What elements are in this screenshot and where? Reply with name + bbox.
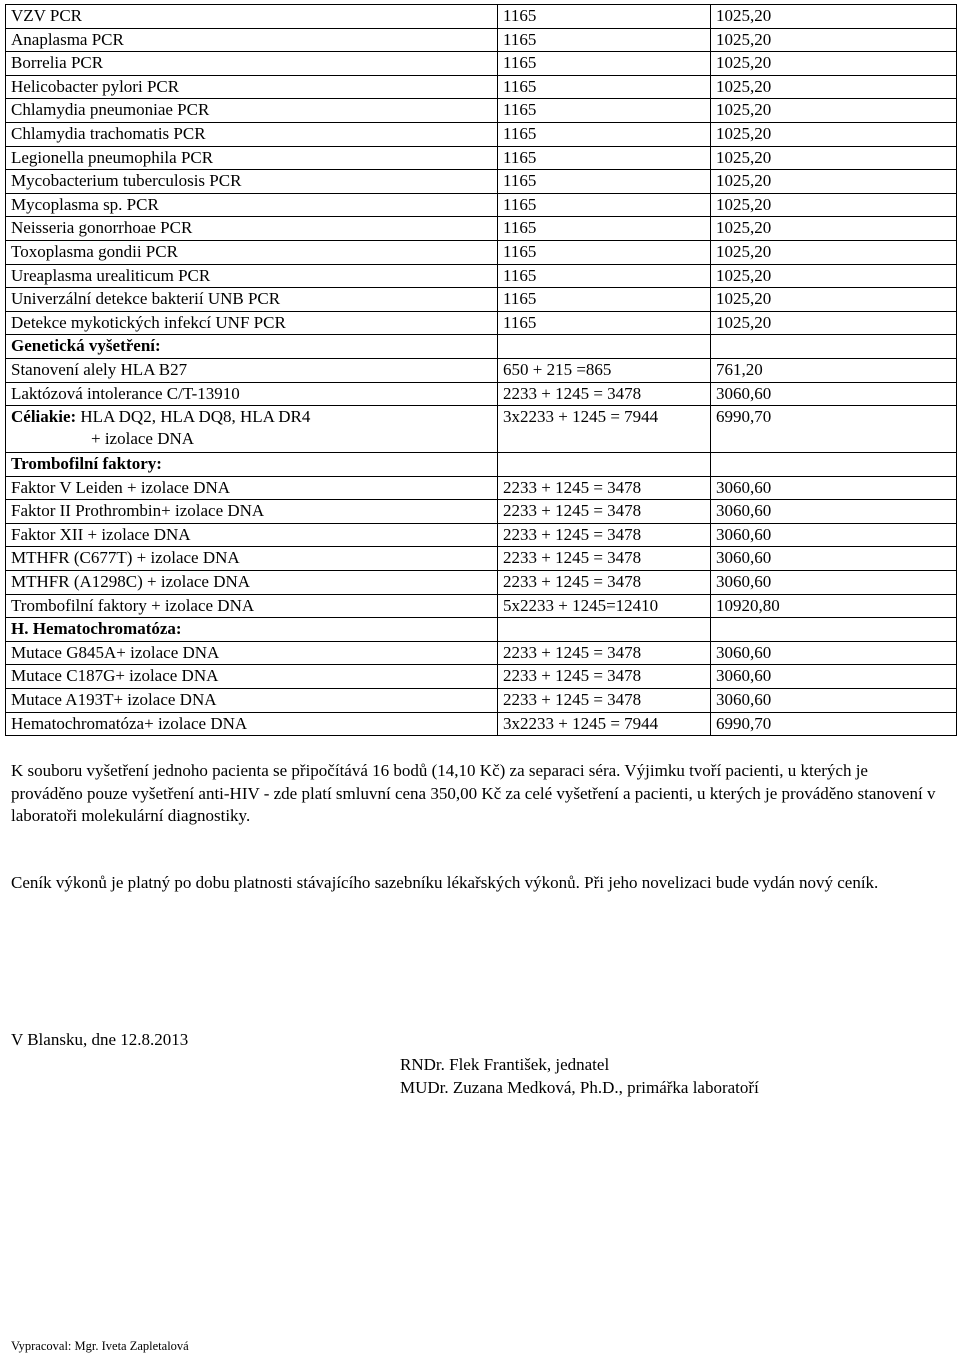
test-name-cell: VZV PCR <box>6 5 498 29</box>
section-title-cell: H. Hematochromatóza: <box>6 618 498 642</box>
price-cell: 3060,60 <box>711 523 957 547</box>
table-row <box>6 547 957 571</box>
test-name-cell: Neisseria gonorrhoae PCR <box>6 217 498 241</box>
points-cell: 2233 + 1245 = 3478 <box>498 571 711 595</box>
table-row <box>6 689 957 713</box>
points-cell: 3x2233 + 1245 = 7944 <box>498 712 711 736</box>
test-name-cell: Detekce mykotických infekcí UNF PCR <box>6 311 498 335</box>
price-cell: 1025,20 <box>711 146 957 170</box>
points-cell: 1165 <box>498 5 711 29</box>
price-cell: 3060,60 <box>711 476 957 500</box>
test-name-cell: Univerzální detekce bakterií UNB PCR <box>6 288 498 312</box>
price-cell: 1025,20 <box>711 122 957 146</box>
price-cell: 1025,20 <box>711 217 957 241</box>
section-header-row <box>6 618 957 642</box>
test-name-cell: MTHFR (C677T) + izolace DNA <box>6 547 498 571</box>
test-name-cell: Mycobacterium tuberculosis PCR <box>6 170 498 194</box>
test-name-cell: Laktózová intolerance C/T-13910 <box>6 382 498 406</box>
table-row <box>6 28 957 52</box>
price-cell: 6990,70 <box>711 406 957 453</box>
table-row <box>6 571 957 595</box>
section-title-cell: Genetická vyšetření: <box>6 335 498 359</box>
signatures-block <box>400 1053 759 1099</box>
table-row <box>6 75 957 99</box>
points-cell <box>498 618 711 642</box>
serum-separation-note: K souboru vyšetření jednoho pacienta se připočítává 16 bodů (14,10 Kč) za separaci séra. Výjimku tvoří pacienti, u kterých je prováděno pouze vyšetření anti-HIV - zde platí smluvní cena 350,00 Kč za celé vyšetření a pacienti, u kterých je prováděno stanovení v laboratoři molekulární diagnostiky. <box>11 761 936 825</box>
points-cell: 2233 + 1245 = 3478 <box>498 665 711 689</box>
table-row <box>6 594 957 618</box>
price-table-body <box>6 5 957 736</box>
table-row <box>6 382 957 406</box>
price-cell: 3060,60 <box>711 382 957 406</box>
price-cell: 10920,80 <box>711 594 957 618</box>
price-cell: 1025,20 <box>711 28 957 52</box>
price-cell: 1025,20 <box>711 288 957 312</box>
points-cell: 2233 + 1245 = 3478 <box>498 689 711 713</box>
prepared-by-footer: Vypracoval: Mgr. Iveta Zapletalová <box>11 1339 189 1353</box>
price-cell: 3060,60 <box>711 641 957 665</box>
points-cell: 2233 + 1245 = 3478 <box>498 641 711 665</box>
table-row <box>6 641 957 665</box>
test-name-cell: Mutace G845A+ izolace DNA <box>6 641 498 665</box>
test-name-cell: Hematochromatóza+ izolace DNA <box>6 712 498 736</box>
points-cell: 1165 <box>498 264 711 288</box>
table-row <box>6 52 957 76</box>
price-cell: 3060,60 <box>711 665 957 689</box>
price-cell: 1025,20 <box>711 99 957 123</box>
test-name-cell: Chlamydia trachomatis PCR <box>6 122 498 146</box>
points-cell: 1165 <box>498 99 711 123</box>
price-table <box>5 4 957 736</box>
price-cell: 1025,20 <box>711 193 957 217</box>
table-row <box>6 170 957 194</box>
points-cell: 2233 + 1245 = 3478 <box>498 500 711 524</box>
table-row <box>6 146 957 170</box>
table-row <box>6 712 957 736</box>
points-cell: 1165 <box>498 240 711 264</box>
section-header-row <box>6 453 957 477</box>
table-row <box>6 5 957 29</box>
points-cell: 1165 <box>498 288 711 312</box>
table-row <box>6 240 957 264</box>
points-cell: 2233 + 1245 = 3478 <box>498 382 711 406</box>
test-name-cell: Stanovení alely HLA B27 <box>6 358 498 382</box>
test-name-cell: Mutace A193T+ izolace DNA <box>6 689 498 713</box>
points-cell: 2233 + 1245 = 3478 <box>498 523 711 547</box>
price-cell: 6990,70 <box>711 712 957 736</box>
price-cell: 3060,60 <box>711 689 957 713</box>
points-cell: 1165 <box>498 122 711 146</box>
test-name-cell: Faktor V Leiden + izolace DNA <box>6 476 498 500</box>
points-cell: 1165 <box>498 28 711 52</box>
test-name-cell: Faktor XII + izolace DNA <box>6 523 498 547</box>
price-cell <box>711 453 957 477</box>
price-cell: 1025,20 <box>711 311 957 335</box>
price-cell: 1025,20 <box>711 170 957 194</box>
price-cell: 1025,20 <box>711 264 957 288</box>
test-name-cell: Borrelia PCR <box>6 52 498 76</box>
test-group-label: Céliakie: <box>11 407 77 427</box>
table-row <box>6 406 957 453</box>
test-name-text: HLA DQ2, HLA DQ8, HLA DR4 <box>76 407 311 427</box>
test-name-cell: Legionella pneumophila PCR <box>6 146 498 170</box>
points-cell: 2233 + 1245 = 3478 <box>498 476 711 500</box>
test-name-cell: Faktor II Prothrombin+ izolace DNA <box>6 500 498 524</box>
test-name-cell: Chlamydia pneumoniae PCR <box>6 99 498 123</box>
table-row <box>6 476 957 500</box>
signature-head-of-lab: MUDr. Zuzana Medková, Ph.D., primářka laboratoří <box>400 1078 759 1097</box>
table-row <box>6 288 957 312</box>
points-cell <box>498 335 711 359</box>
price-list-validity-note: Ceník výkonů je platný po dobu platnosti stávajícího sazebníku lékařských výkonů. Při jeho novelizaci bude vydán nový ceník. <box>11 873 879 892</box>
points-cell: 3x2233 + 1245 = 7944 <box>498 406 711 453</box>
table-row <box>6 217 957 241</box>
table-row <box>6 311 957 335</box>
points-cell: 1165 <box>498 311 711 335</box>
test-name-cell: Ureaplasma urealiticum PCR <box>6 264 498 288</box>
table-row <box>6 665 957 689</box>
price-cell: 3060,60 <box>711 547 957 571</box>
table-row <box>6 193 957 217</box>
price-cell: 1025,20 <box>711 75 957 99</box>
table-row <box>6 122 957 146</box>
table-row <box>6 99 957 123</box>
points-cell: 1165 <box>498 170 711 194</box>
points-cell: 1165 <box>498 75 711 99</box>
table-row <box>6 500 957 524</box>
place-and-date: V Blansku, dne 12.8.2013 <box>11 1030 189 1049</box>
points-cell: 2233 + 1245 = 3478 <box>498 547 711 571</box>
test-name-cell: MTHFR (A1298C) + izolace DNA <box>6 571 498 595</box>
price-cell: 1025,20 <box>711 240 957 264</box>
signature-director: RNDr. Flek František, jednatel <box>400 1055 610 1074</box>
points-cell <box>498 453 711 477</box>
points-cell: 650 + 215 =865 <box>498 358 711 382</box>
test-name-cell: Mycoplasma sp. PCR <box>6 193 498 217</box>
price-cell: 3060,60 <box>711 500 957 524</box>
price-cell: 3060,60 <box>711 571 957 595</box>
table-row <box>6 523 957 547</box>
test-name-continuation: + izolace DNA <box>91 429 195 449</box>
points-cell: 1165 <box>498 193 711 217</box>
test-name-cell: Mutace C187G+ izolace DNA <box>6 665 498 689</box>
test-name-cell: Toxoplasma gondii PCR <box>6 240 498 264</box>
price-cell: 1025,20 <box>711 52 957 76</box>
points-cell: 1165 <box>498 217 711 241</box>
points-cell: 5x2233 + 1245=12410 <box>498 594 711 618</box>
price-cell <box>711 335 957 359</box>
test-name-cell: Anaplasma PCR <box>6 28 498 52</box>
table-row <box>6 358 957 382</box>
section-title-cell: Trombofilní faktory: <box>6 453 498 477</box>
price-cell: 761,20 <box>711 358 957 382</box>
test-name-cell: Trombofilní faktory + izolace DNA <box>6 594 498 618</box>
points-cell: 1165 <box>498 52 711 76</box>
section-header-row <box>6 335 957 359</box>
points-cell: 1165 <box>498 146 711 170</box>
price-cell: 1025,20 <box>711 5 957 29</box>
test-name-cell: Helicobacter pylori PCR <box>6 75 498 99</box>
test-name-cell <box>6 406 498 453</box>
table-row <box>6 264 957 288</box>
price-cell <box>711 618 957 642</box>
